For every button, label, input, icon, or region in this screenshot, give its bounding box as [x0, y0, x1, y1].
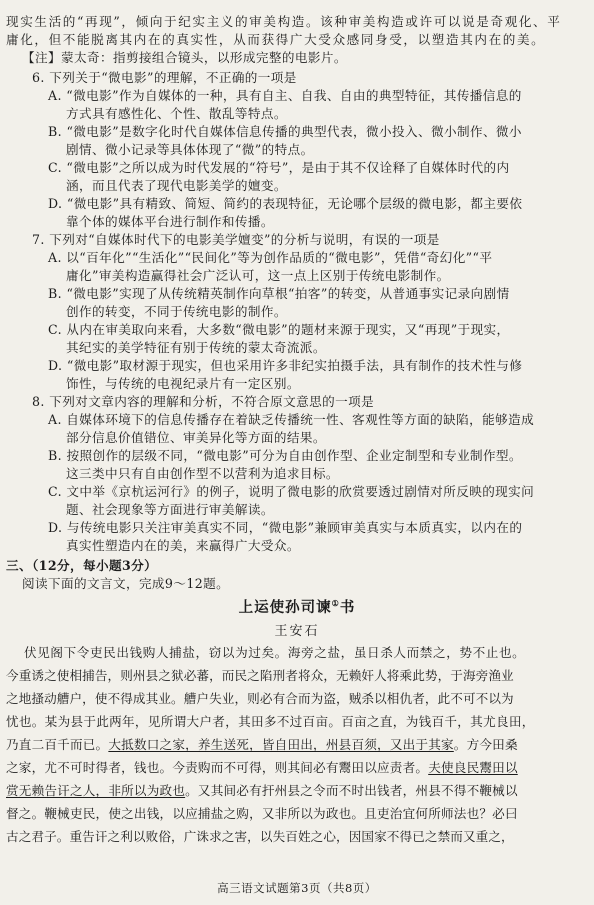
question-7-stem: 7. 下列对“自媒体时代下的电影美学嬗变”的分析与说明，有误的一项是 [32, 232, 440, 247]
passage-line: 伏见阁下令吏民出钱购人捕盐，窃以为过矣。海旁之盐，虽日杀人而禁之，势不止也。 [24, 645, 526, 660]
footnote-marker: ① [331, 598, 340, 609]
note-line: 【注】蒙太奇：指剪接组合镜头，以形成完整的电影片。 [22, 50, 347, 65]
q8-option-c: C. 文中举《京杭运河行》的例子，说明了微电影的欣赏要透过剧情对所反映的现实问 [48, 484, 535, 499]
q8-option-d: D. 与传统电影只关注审美真实不同，“微电影”兼顾审美真实与本质真实，以内在的 [48, 520, 523, 535]
passage-line: 古之君子。重告讦之利以败俗，广诛求之害，以失百姓之心，因国家不得已之禁而又重之， [6, 829, 514, 844]
q8-option-c-cont: 题、社会现象等方面进行审美解读。 [66, 502, 274, 517]
q8-option-a-cont: 部分信息价值错位、审美异化等方面的结果。 [66, 430, 326, 445]
passage-line: 忧也。某为县于此两年，见所谓大户者，其田多不过百亩。百亩之直，为钱百千，其尤良田， [6, 714, 535, 729]
passage-line: 赏无赖告讦之人，非所以为政也。又其间必有扞州县之令而不时出钱者，州县不得不鞭械以 [6, 783, 518, 798]
q7-option-d-cont: 饰性，与传统的电视纪录片有一定区别。 [66, 376, 300, 391]
question-8-stem: 8. 下列对文章内容的理解和分析，不符合原文意思的一项是 [32, 394, 375, 409]
q7-option-b: B. “微电影”实现了从传统精英制作向草根“拍客”的转变，从普通事实记录向剧情 [48, 286, 510, 301]
text-line: 现实生活的“再现”，倾向于纪实主义的审美构造。该种审美构造或许可以说是奇观化、平 [6, 14, 562, 29]
passage-line: 督之。鞭械吏民，使之出钱，以应捕盐之购，又非所以为政也。且吏治宜何所师法也？必曰 [6, 806, 518, 821]
text-line: 庸化，但不能脱离其内在的真实性，从而获得广大受众感同身受，以塑造其内在的美。 [6, 32, 546, 47]
section-heading: 三、（12分，每小题3分） [6, 558, 158, 573]
q6-option-c-cont: 涵，而且代表了现代电影美学的嬗变。 [66, 178, 287, 193]
passage-line: 今重诱之使相捕告，则州县之狱必蕃，而民之陷刑者将众，无赖奸人将乘此势，于海旁渔业 [6, 668, 514, 683]
q8-option-d-cont: 真实性塑造内在的美，来赢得广大受众。 [66, 538, 300, 553]
q8-option-b-cont: 这三类中只有自由创作型不以营利为追求目标。 [66, 466, 339, 481]
underlined-sentence: 大抵数口之家，养生送死，皆自田出，州县百须，又出于其家 [108, 737, 454, 752]
q6-option-d: D. “微电影”具有精致、简短、简约的表现特征，无论哪个层级的微电影，都主要依 [48, 196, 523, 211]
q7-option-d: D. “微电影”取材源于现实，但也采用许多非纪实拍摄手法，具有制作的技术性与修 [48, 358, 523, 373]
q6-option-b: B. “微电影”是数字化时代自媒体信息传播的典型代表，微小投入、微小制作、微小 [48, 124, 522, 139]
q7-option-a-cont: 庸化”审美构造赢得社会广泛认可，这一点上区别于传统电影制作。 [66, 268, 450, 283]
q6-option-a: A. “微电影”作为自媒体的一种，具有自主、自我、自由的典型特征，其传播信息的 [48, 88, 522, 103]
passage-title: 上运使孙司谏①书 [238, 598, 356, 616]
page-footer: 高三语文试题第3页（共8页） [217, 881, 377, 895]
underlined-sentence: 赏无赖告讦之人，非所以为政也 [6, 783, 186, 798]
q7-option-a: A. 以“百年化”“生活化”“民间化”等为创作品质的“微电影”，凭借“奇幻化”“平 [48, 250, 493, 265]
q7-option-c: C. 从内在审美取向来看，大多数“微电影”的题材来源于现实，又“再现”于现实， [48, 322, 510, 337]
q7-option-c-cont: 其纪实的美学特征有别于传统的蒙太奇流派。 [66, 340, 326, 355]
underlined-sentence: 夫使良民鬻田以 [428, 760, 518, 775]
question-6-stem: 6. 下列关于“微电影”的理解，不正确的一项是 [32, 70, 297, 85]
q6-option-c: C. “微电影”之所以成为时代发展的“符号”，是由于其不仅诠释了自媒体时代的内 [48, 160, 510, 175]
passage-line: 之家，尤不可时得者，钱也。今责购而不可得，则其间必有鬻田以应责者。夫使良民鬻田以 [6, 760, 518, 775]
passage-author: 王安石 [274, 624, 320, 639]
passage-line: 乃直二百千而已。大抵数口之家，养生送死，皆自田出，州县百须，又出于其家。方今田桑 [6, 737, 518, 752]
q6-option-b-cont: 剧情、微小记录等具体体现了“微”的特点。 [66, 142, 314, 157]
passage-line: 之地搔动艚户，使不得成其业。艚户失业，则必有合而为盗，贼杀以相仇者，此不可不以为 [6, 691, 514, 706]
section-instruction: 阅读下面的文言文，完成9～12题。 [22, 576, 230, 591]
q6-option-a-cont: 方式具有感性化、个性、散乱等特点。 [66, 106, 287, 121]
q7-option-b-cont: 创作的转变，不同于传统电影的制作。 [66, 304, 287, 319]
q6-option-d-cont: 靠个体的媒体平台进行制作和传播。 [66, 214, 274, 229]
q8-option-b: B. 按照创作的层级不同，“微电影”可分为自由创作型、企业定制型和专业制作型。 [48, 448, 522, 463]
q8-option-a: A. 自媒体环境下的信息传播存在着缺乏传播统一性、客观性等方面的缺陷，能够造成 [48, 412, 535, 427]
